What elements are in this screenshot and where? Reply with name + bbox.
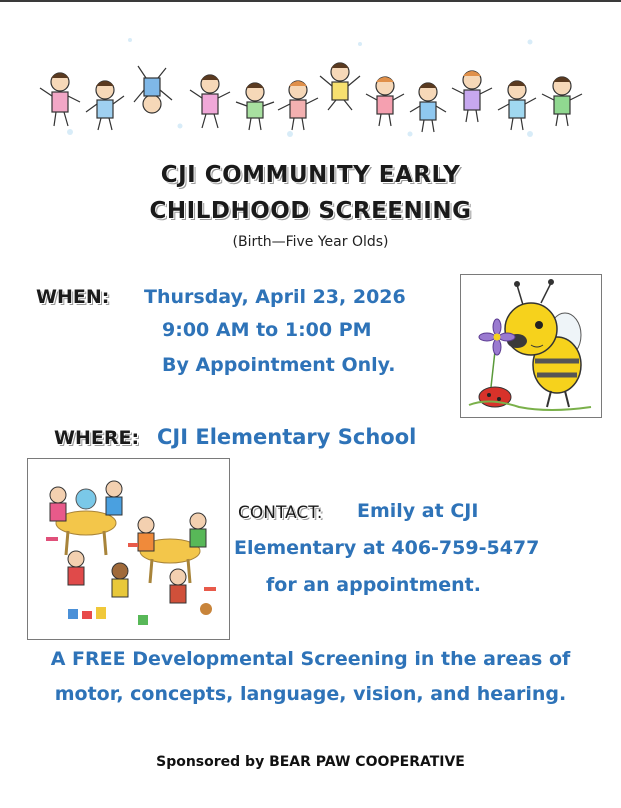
contact-line-2: Elementary at 406-759-5477	[234, 537, 540, 559]
top-border	[0, 0, 621, 2]
title-line-1: CJI COMMUNITY EARLY	[160, 162, 461, 188]
age-range-subtitle: (Birth—Five Year Olds)	[232, 234, 389, 250]
description-line-2: motor, concepts, language, vision, and hearing.	[54, 683, 567, 705]
title-line-2: CHILDHOOD SCREENING	[149, 198, 472, 224]
children-classroom-illustration	[27, 458, 230, 640]
event-date: Thursday, April 23, 2026	[144, 286, 406, 308]
description-line-1: A FREE Developmental Screening in the areas of	[50, 648, 571, 670]
sponsor-text: Sponsored by BEAR PAW COOPERATIVE	[156, 754, 465, 770]
bee-with-flower-illustration	[460, 274, 602, 418]
appointment-note: By Appointment Only.	[162, 354, 396, 376]
where-label: WHERE:	[54, 427, 140, 449]
contact-line-1: Emily at CJI	[357, 500, 479, 522]
contact-line-3: for an appointment.	[266, 574, 481, 596]
contact-label: CONTACT:	[238, 503, 323, 523]
event-time: 9:00 AM to 1:00 PM	[162, 319, 372, 341]
when-label: WHEN:	[36, 286, 110, 308]
location-name: CJI Elementary School	[157, 425, 417, 449]
children-banner-illustration	[30, 30, 590, 140]
